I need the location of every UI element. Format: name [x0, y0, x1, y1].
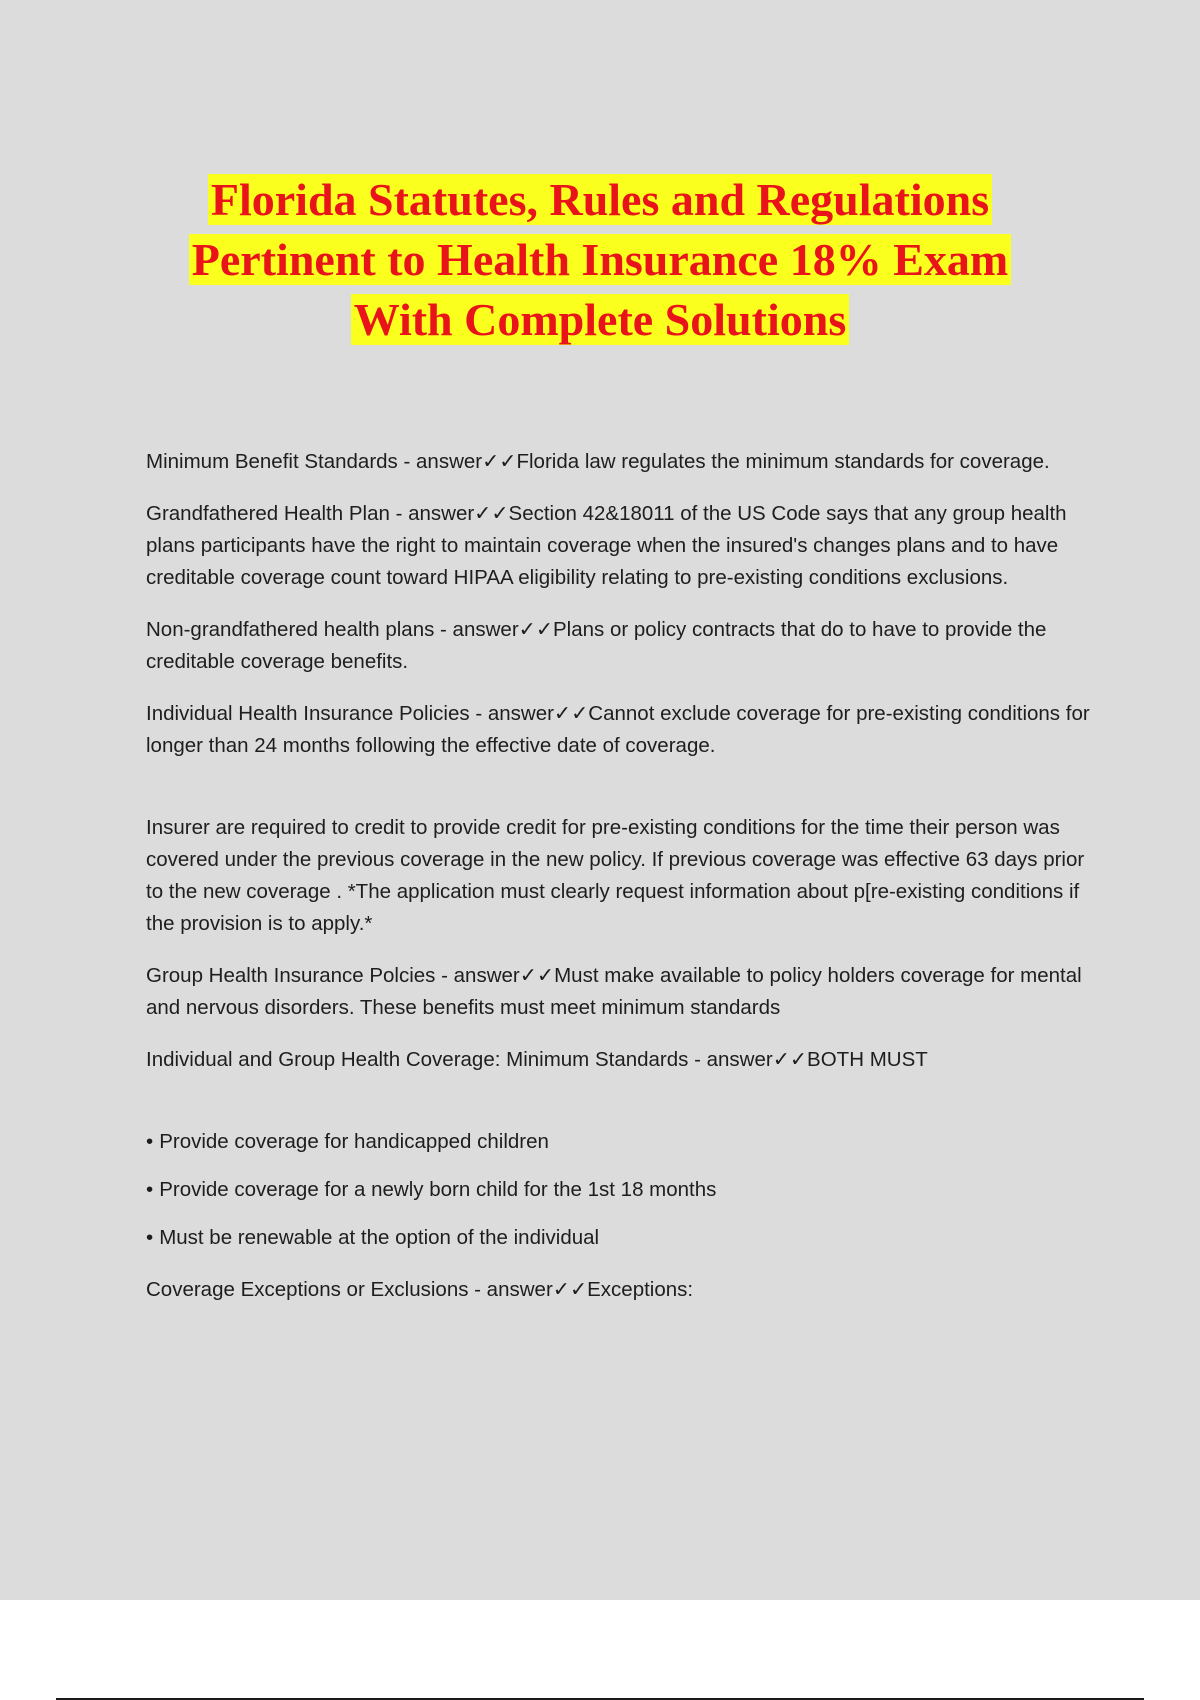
bullet-icon: •	[146, 1178, 154, 1201]
entry-non-grandfathered-health-plans: Non-grandfathered health plans - answer✓✓Plans or policy contracts that do to have to provide the creditable coverage benefits.	[146, 618, 1047, 673]
entry-insurer-credit: Insurer are required to credit to provide credit for pre-existing conditions for the time their person was covered under the previous coverage in the new policy. If previous coverage was effective 63 days prior to the new coverage . *The application must clearly request information about p[re-existing conditions if the provision is to apply.*	[146, 816, 1085, 935]
entry-group-health-insurance-policies: Group Health Insurance Polcies - answer✓✓Must make available to policy holders coverage for mental and nervous disorders. These benefits must meet minimum standards	[146, 964, 1082, 1019]
list-item	[146, 1174, 1096, 1206]
bullet-icon: •	[146, 1130, 154, 1153]
entry-minimum-benefit-standards: Minimum Benefit Standards - answer✓✓Florida law regulates the minimum standards for coverage.	[146, 450, 1050, 473]
bullet-icon: •	[146, 1226, 154, 1249]
bullet-list	[146, 1126, 1096, 1254]
entry-individual-health-insurance-policies: Individual Health Insurance Policies - answer✓✓Cannot exclude coverage for pre-existing conditions for longer than 24 months following the effective date of coverage.	[146, 702, 1090, 757]
title-line-1: Florida Statutes, Rules and Regulations	[208, 174, 992, 225]
title-line-2: Pertinent to Health Insurance 18% Exam	[189, 234, 1011, 285]
entry-minimum-standards: Individual and Group Health Coverage: Minimum Standards - answer✓✓BOTH MUST	[146, 1048, 928, 1071]
bullet-text: Provide coverage for handicapped children	[159, 1130, 549, 1153]
document-body	[146, 446, 1096, 1326]
bullet-text: Must be renewable at the option of the individual	[159, 1226, 600, 1249]
document-title	[100, 170, 1100, 350]
entry-coverage-exceptions: Coverage Exceptions or Exclusions - answer✓✓Exceptions:	[146, 1278, 694, 1301]
title-line-3: With Complete Solutions	[351, 294, 849, 345]
list-item	[146, 1222, 1096, 1254]
entry-grandfathered-health-plan: Grandfathered Health Plan - answer✓✓Section 42&18011 of the US Code says that any group health plans participants have the right to maintain coverage when the insured's changes plans and to have creditable coverage count toward HIPAA eligibility relating to pre-existing conditions exclusions.	[146, 502, 1067, 589]
bullet-text: Provide coverage for a newly born child for the 1st 18 months	[159, 1178, 717, 1201]
list-item	[146, 1126, 1096, 1158]
